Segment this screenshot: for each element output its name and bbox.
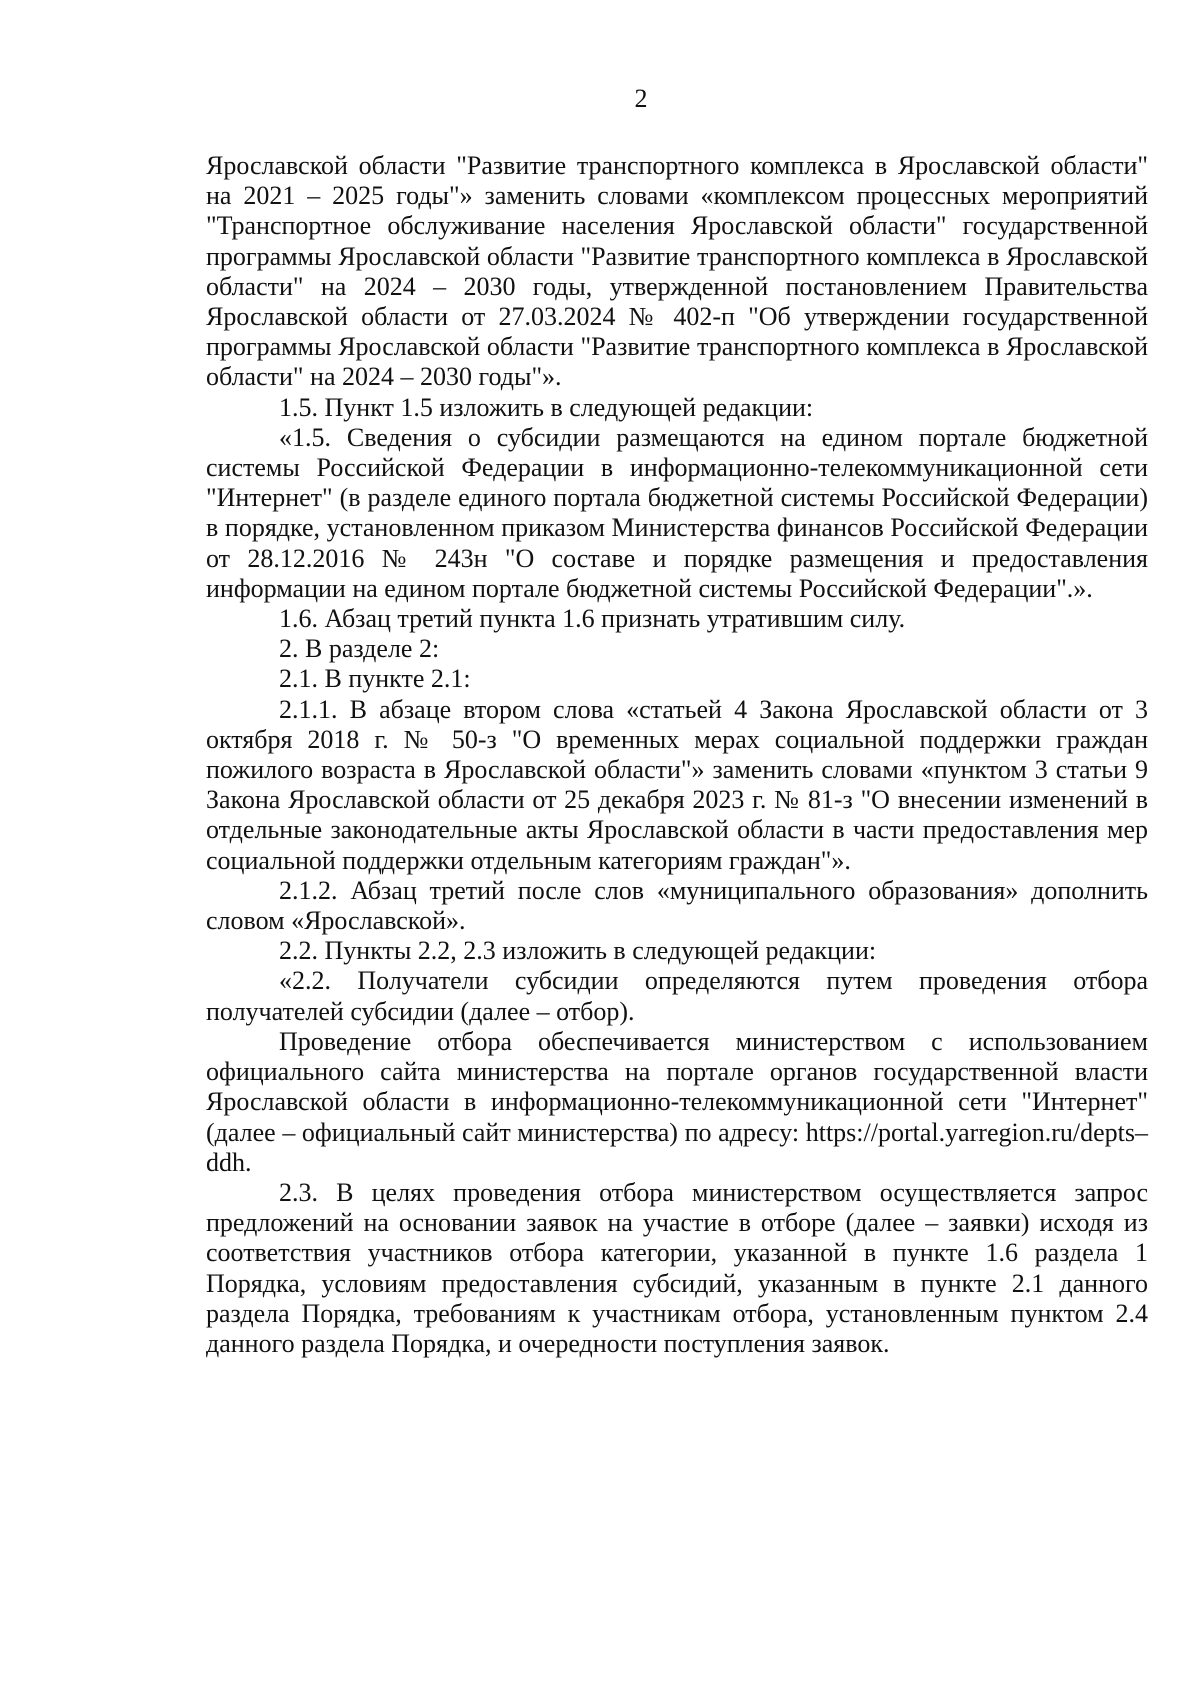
paragraph-5: 2. В разделе 2: xyxy=(279,634,440,664)
paragraph-11: Проведение отбора обеспечивается министерством с использованием официального сайта министерства на портале органов государственной власти Ярославской области в информационно-телекоммуникационной сети "Интернет" (далее – официальный сайт министерства) по адресу: https://portal.yarregion.ru/depts–ddh. xyxy=(206,1026,1148,1177)
paragraph-2: 1.5. Пункт 1.5 изложить в следующей редакции: xyxy=(279,392,814,422)
paragraph-9: 2.2. Пункты 2.2, 2.3 изложить в следующей редакции: xyxy=(279,936,877,966)
paragraph-10: «2.2. Получатели субсидии определяются путем проведения отбора получателей субсидии (далее – отбор). xyxy=(206,966,1148,1026)
paragraph-1: Ярославской области "Развитие транспортного комплекса в Ярославской области" на 2021 – 2025 годы"» заменить словами «комплексом процессных мероприятий "Транспортное обслуживание населения Ярославской области" государственной программы Ярославской области "Развитие транспортного комплекса в Ярославской области" на 2024 – 2030 годы, утвержденной постановлением Правительства Ярославской области от 27.03.2024 № 402-п "Об утверждении государственной программы Ярославской области "Развитие транспортного комплекса в Ярославской области" на 2024 – 2030 годы"». xyxy=(206,151,1148,392)
paragraph-7: 2.1.1. В абзаце втором слова «статьей 4 Закона Ярославской области от 3 октября 2018 г. № 50-з "О временных мерах социальной поддержки граждан пожилого возраста в Ярославской области"» заменить словами «пунктом 3 статьи 9 Закона Ярославской области от 25 декабря 2023 г. № 81-з "О внесении изменений в отдельные законодательные акты Ярославской области в части предоставления мер социальной поддержки отдельным категориям граждан"». xyxy=(206,694,1148,875)
paragraph-12: 2.3. В целях проведения отбора министерством осуществляется запрос предложений на основании заявок на участие в отборе (далее – заявки) исходя из соответствия участников отбора категории, указанной в пункте 1.6 раздела 1 Порядка, условиям предоставления субсидий, указанным в пункте 2.1 данного раздела Порядка, требованиям к участникам отбора, установленным пунктом 2.4 данного раздела Порядка, и очередности поступления заявок. xyxy=(206,1177,1148,1358)
document-body xyxy=(206,151,1148,1359)
paragraph-4: 1.6. Абзац третий пункта 1.6 признать утратившим силу. xyxy=(279,604,906,634)
paragraph-8: 2.1.2. Абзац третий после слов «муниципального образования» дополнить словом «Ярославской». xyxy=(206,875,1148,936)
page-number: 2 xyxy=(634,84,648,113)
paragraph-6: 2.1. В пункте 2.1: xyxy=(279,664,471,694)
paragraph-3: «1.5. Сведения о субсидии размещаются на едином портале бюджетной системы Российской Федерации в информационно-телекоммуникационной сети "Интернет" (в разделе единого портала бюджетной системы Российской Федерации) в порядке, установленном приказом Министерства финансов Российской Федерации от 28.12.2016 № 243н "О составе и порядке размещения и предоставления информации на едином портале бюджетной системы Российской Федерации".». xyxy=(206,422,1148,603)
